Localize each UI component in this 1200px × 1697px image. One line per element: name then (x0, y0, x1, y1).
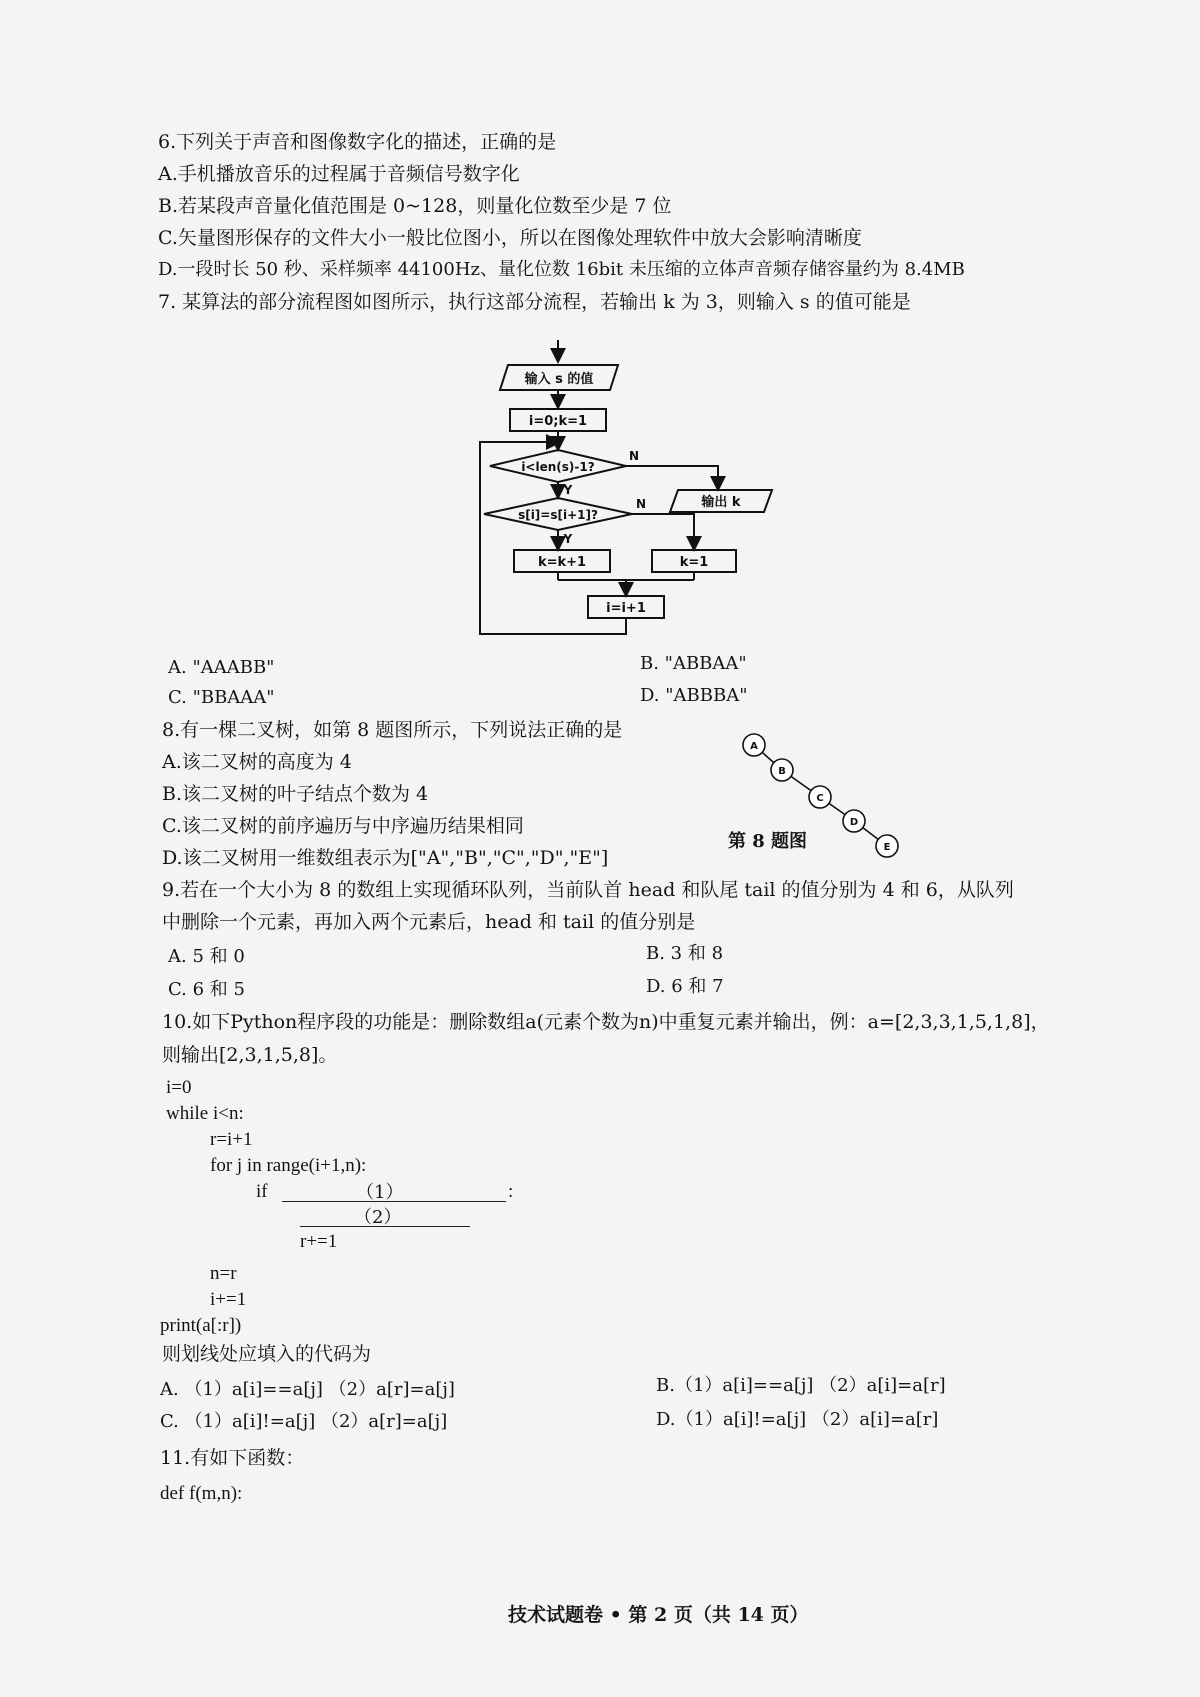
code-line-7: r+=1 (300, 1231, 338, 1252)
code-line-5-colon: : (508, 1181, 514, 1202)
q9-stem-line2: 中删除一个元素，再加入两个元素后，head 和 tail 的值分别是 (162, 911, 696, 933)
q8-stem: 8.有一棵二叉树，如第 8 题图所示，下列说法正确的是 (162, 719, 623, 741)
q10-option-d: D.（1）a[i]!=a[j] （2）a[i]=a[r] (656, 1409, 939, 1430)
q9-option-c: C. 6 和 5 (168, 979, 245, 1000)
q8-option-d: D.该二叉树用一维数组表示为["A","B","C","D","E"] (162, 847, 609, 869)
flow-output-text: 输出 k (701, 495, 741, 510)
tree-node-a-label: A (750, 741, 758, 752)
q10-stem-line1: 10.如下Python程序段的功能是：删除数组a(元素个数为n)中重复元素并输出，例：a=[2,3,3,1,5,1,8]， (162, 1011, 1050, 1033)
q8-figure-caption: 第 8 题图 (728, 831, 808, 852)
code-line-5-if: if (256, 1181, 268, 1202)
q7-option-a: A. "AAABB" (168, 657, 275, 678)
flow-input-text: 输入 s 的值 (524, 372, 594, 387)
tree-node-d-label: D (849, 817, 859, 828)
q8-option-a: A.该二叉树的高度为 4 (162, 751, 352, 773)
code-line-2: while i<n: (166, 1103, 244, 1124)
flow-yes-label-1: Y (563, 483, 573, 497)
tree-node-c-label: C (816, 793, 824, 804)
q6-option-b: B.若某段声音量化值范围是 0~128，则量化位数至少是 7 位 (158, 195, 672, 217)
flow-step-text: i=i+1 (606, 601, 646, 616)
code-line-3: r=i+1 (210, 1129, 253, 1150)
q10-option-c: C. （1）a[i]!=a[j] （2）a[r]=a[j] (160, 1411, 448, 1432)
blank-1-label: （1） (356, 1182, 404, 1203)
q7-stem: 7. 某算法的部分流程图如图所示，执行这部分流程，若输出 k 为 3，则输入 s 的值可能是 (158, 291, 911, 313)
code-line-4: for j in range(i+1,n): (210, 1155, 367, 1176)
q6-stem: 6.下列关于声音和图像数字化的描述，正确的是 (158, 131, 557, 153)
q6-option-c: C.矢量图形保存的文件大小一般比位图小，所以在图像处理软件中放大会影响清晰度 (158, 227, 862, 249)
tree-node-e-label: E (883, 842, 891, 853)
flow-cond2-text: s[i]=s[i+1]? (518, 508, 598, 522)
q7-option-d: D. "ABBBA" (640, 685, 748, 706)
blank-2-label: （2） (354, 1207, 402, 1228)
q9-option-a: A. 5 和 0 (168, 946, 245, 967)
flow-cond1-text: i<len(s)-1? (521, 460, 595, 474)
q10-option-a: A. （1）a[i]==a[j] （2）a[r]=a[j] (160, 1379, 455, 1400)
q11-stem: 11.有如下函数： (160, 1447, 305, 1469)
tree-node-b-label: B (778, 766, 786, 777)
flow-no-label-2: N (635, 497, 647, 511)
flow-init-text: i=0;k=1 (528, 414, 588, 429)
q7-flowchart (470, 340, 800, 640)
code-line-9: i+=1 (210, 1289, 247, 1310)
q9-option-b: B. 3 和 8 (646, 943, 724, 964)
code-line-10: print(a[:r]) (160, 1315, 242, 1336)
q9-stem-line1: 9.若在一个大小为 8 的数组上实现循环队列，当前队首 head 和队尾 tail 的值分别为 4 和 6，从队列 (162, 879, 1014, 901)
q7-option-c: C. "BBAAA" (168, 687, 275, 708)
q6-option-d: D.一段时长 50 秒、采样频率 44100Hz、量化位数 16bit 未压缩的立体声音频存储容量约为 8.4MB (158, 259, 965, 280)
q10-option-b: B.（1）a[i]==a[j] （2）a[i]=a[r] (656, 1375, 946, 1396)
flow-inc-text: k=k+1 (537, 555, 587, 570)
q10-stem-line2: 则输出[2,3,1,5,8]。 (162, 1044, 338, 1066)
flow-yes-label-2: Y (563, 532, 573, 546)
code-line-1: i=0 (166, 1077, 192, 1098)
flow-no-label-1: N (628, 449, 640, 463)
page-footer: 技术试题卷 • 第 2 页（共 14 页） (508, 1604, 809, 1626)
q7-option-b: B. "ABBAA" (640, 653, 747, 674)
q6-option-a: A.手机播放音乐的过程属于音频信号数字化 (158, 163, 520, 185)
q11-code: def f(m,n): (160, 1483, 243, 1504)
code-line-8: n=r (210, 1263, 237, 1284)
flow-reset-text: k=1 (679, 555, 709, 570)
q8-option-b: B.该二叉树的叶子结点个数为 4 (162, 783, 429, 805)
q10-prompt: 则划线处应填入的代码为 (162, 1343, 372, 1365)
q9-option-d: D. 6 和 7 (646, 976, 724, 997)
q8-option-c: C.该二叉树的前序遍历与中序遍历结果相同 (162, 815, 524, 837)
